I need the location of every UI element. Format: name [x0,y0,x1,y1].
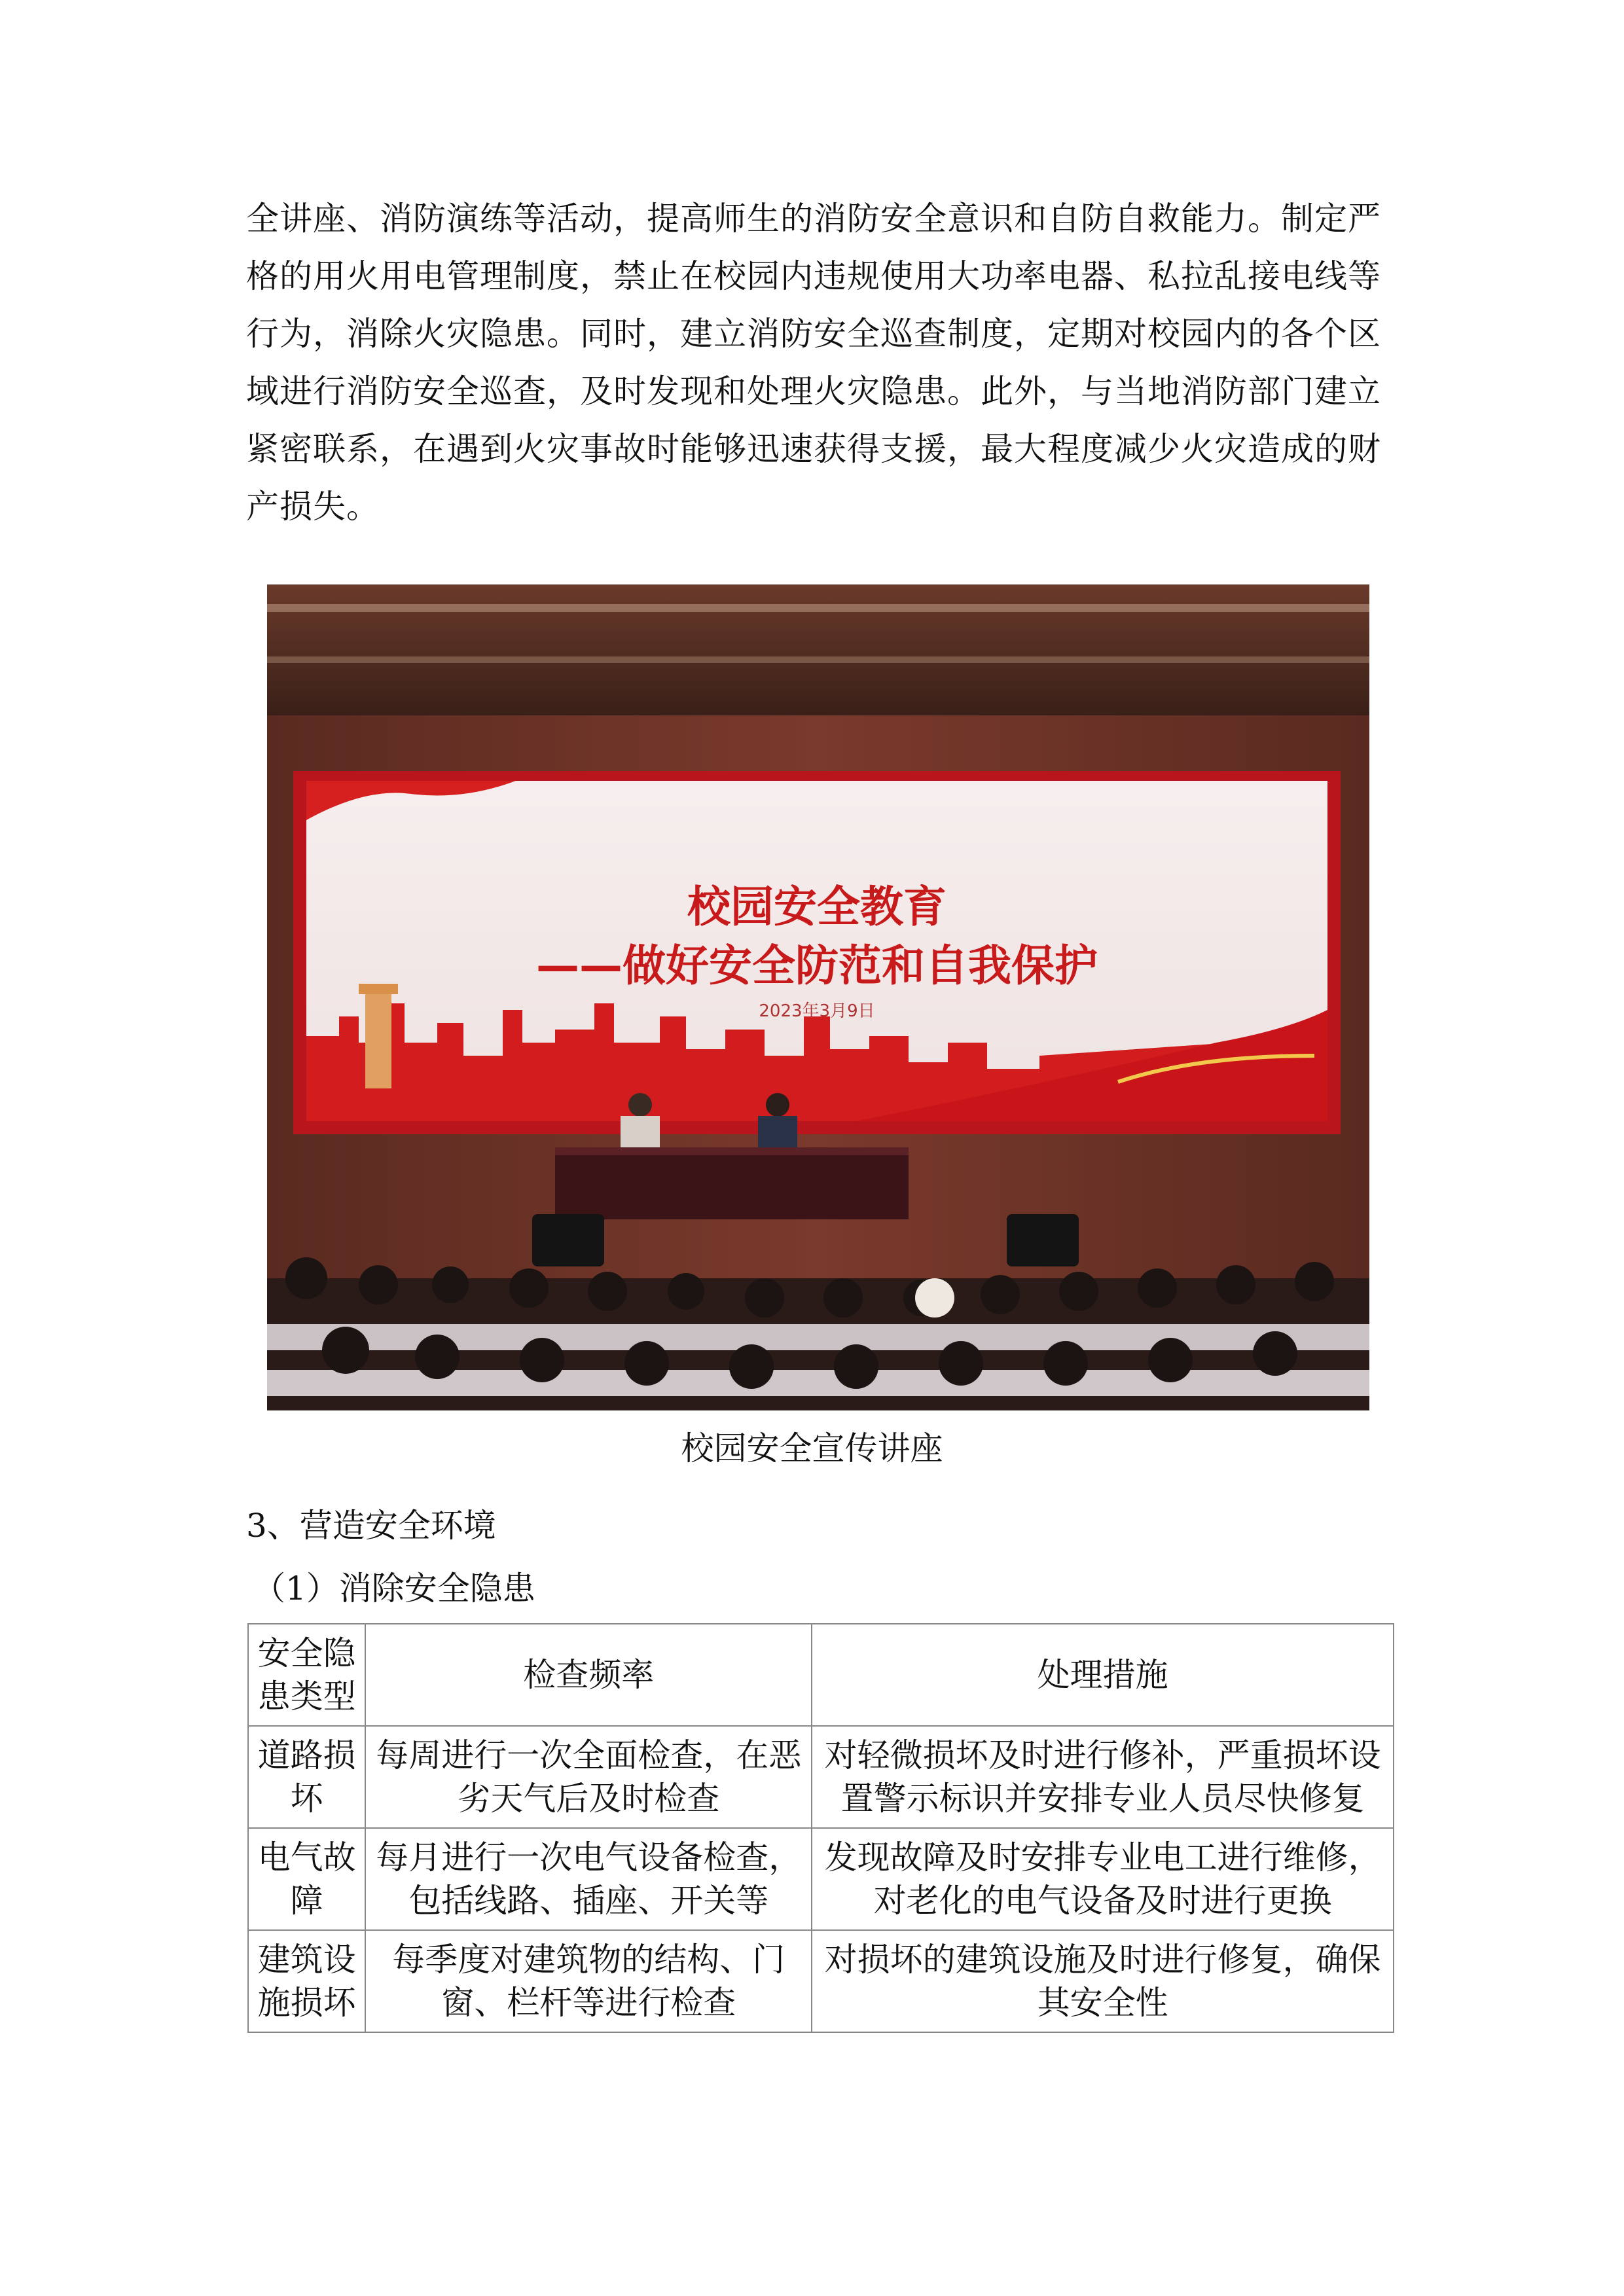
paragraph-line: 产损失。 [246,488,380,526]
table-row [248,1828,1394,1930]
table-header-cell: 检查频率 [365,1624,812,1726]
table-header-cell: 安全隐患类型 [248,1624,365,1726]
paragraph-line: 域进行消防安全巡查，及时发现和处理火灾隐患。此外，与当地消防部门建立 [246,372,1381,410]
photo-caption: 校园安全宣传讲座 [681,1429,943,1467]
paragraph-line: 紧密联系，在遇到火灾事故时能够迅速获得支援，最大程度减少火灾造成的财 [246,430,1381,468]
paragraph-line: 行为，消除火灾隐患。同时，建立消防安全巡查制度，定期对校园内的各个区 [246,315,1381,353]
table-cell: 每月进行一次电气设备检查，包括线路、插座、开关等 [365,1828,812,1930]
paragraph-line: 格的用火用电管理制度，禁止在校园内违规使用大功率电器、私拉乱接电线等 [246,257,1381,295]
screen-date: 2023年3月9日 [759,1001,875,1021]
table-row [248,1930,1394,2032]
lecture-photo-illustration [267,584,1369,1410]
body-paragraph [246,190,1398,535]
paragraph-line: 全讲座、消防演练等活动，提高师生的消防安全意识和自防自救能力。制定严 [246,200,1381,238]
table-cell: 每季度对建筑物的结构、门窗、栏杆等进行检查 [365,1930,812,2032]
table-cell: 道路损坏 [248,1726,365,1828]
table-cell: 每周进行一次全面检查，在恶劣天气后及时检查 [365,1726,812,1828]
table-cell: 建筑设施损坏 [248,1930,365,2032]
table-header-cell: 处理措施 [812,1624,1394,1726]
table-cell: 对损坏的建筑设施及时进行修复，确保其安全性 [812,1930,1394,2032]
section-heading: 3、营造安全环境 [246,1507,496,1545]
lecture-photo [267,584,1369,1410]
table-cell: 对轻微损坏及时进行修补，严重损坏设置警示标识并安排专业人员尽快修复 [812,1726,1394,1828]
table-header-row [248,1624,1394,1726]
table-row [248,1726,1394,1828]
subsection-heading: （1）消除安全隐患 [253,1570,535,1607]
hazard-table [247,1623,1394,2033]
table-cell: 电气故障 [248,1828,365,1930]
screen-subtitle: ——做好安全防范和自我保护 [536,941,1098,991]
table-cell: 发现故障及时安排专业电工进行维修，对老化的电气设备及时进行更换 [812,1828,1394,1930]
screen-title: 校园安全教育 [687,882,947,932]
